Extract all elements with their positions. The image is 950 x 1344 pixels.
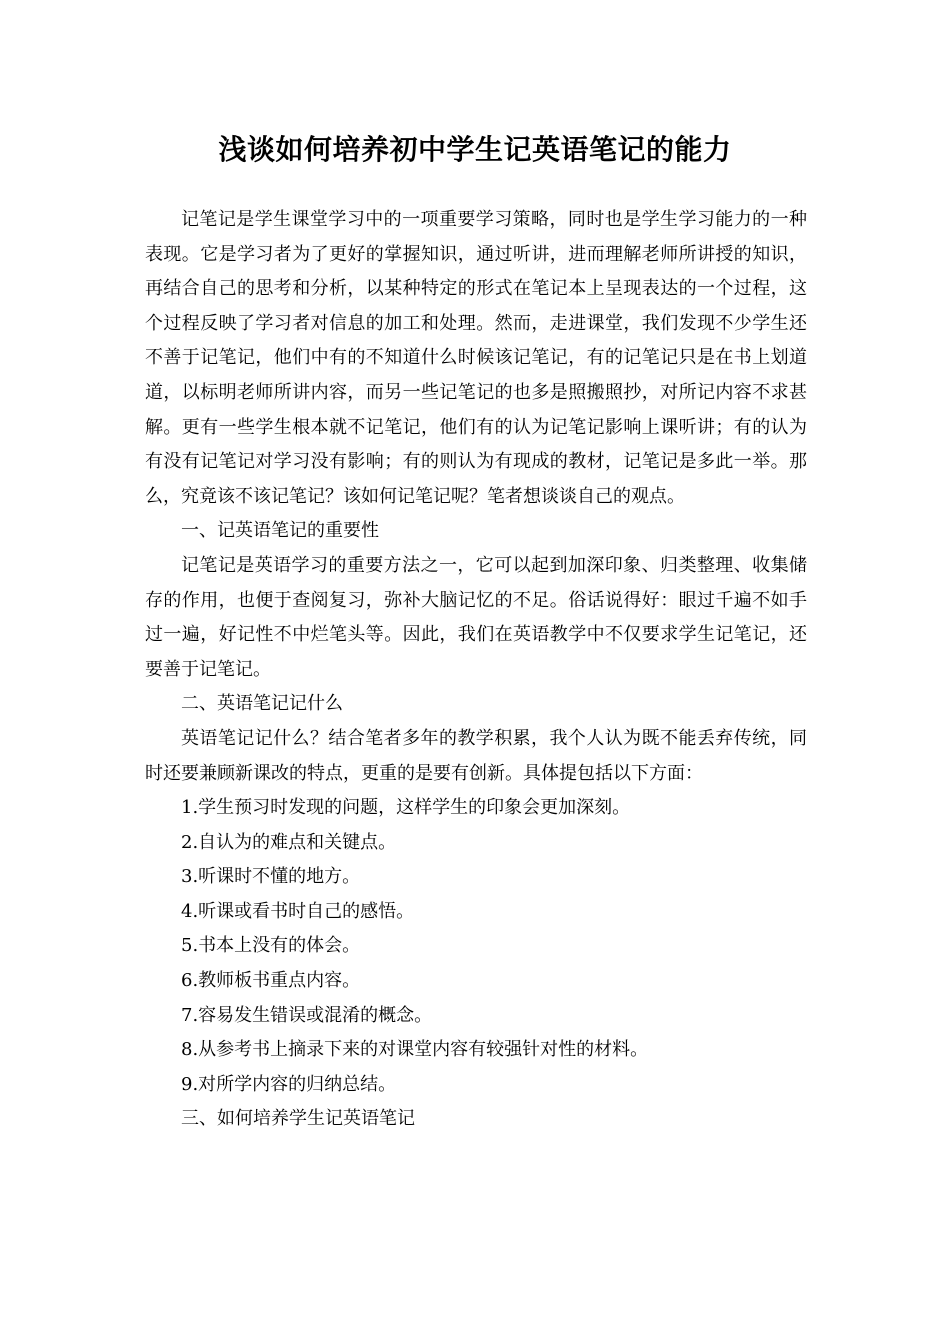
list-item: 5.书本上没有的体会。 xyxy=(181,935,361,957)
section-heading-2: 二、英语笔记记什么 xyxy=(181,693,343,715)
list-item: 2.自认为的难点和关键点。 xyxy=(181,831,397,853)
document-title: 浅谈如何培养初中学生记英语笔记的能力 xyxy=(218,133,732,166)
list-item: 6.教师板书重点内容。 xyxy=(181,970,361,992)
section-heading-3: 三、如何培养学生记英语笔记 xyxy=(181,1108,415,1130)
list-item: 3.听课时不懂的地方。 xyxy=(181,866,361,888)
section-2-paragraph: 英语笔记记什么？结合笔者多年的教学积累，我个人认为既不能丢弃传统，同时还要兼顾新课改的特点，更重的是要有创新。具体提包括以下方面： xyxy=(145,727,807,784)
intro-paragraph: 记笔记是学生课堂学习中的一项重要学习策略，同时也是学生学习能力的一种表现。它是学习者为了更好的掌握知识，通过听讲，进而理解老师所讲授的知识，再结合自己的思考和分析，以某种特定的形式在笔记本上呈现表达的一个过程，这个过程反映了学习者对信息的加工和处理。然而，走进课堂，我们发现不少学生还不善于记笔记，他们中有的不知道什么时候该记笔记，有的记笔记只是在书上划道道，以标明老师所讲内容，而另一些记笔记的也多是照搬照抄，对所记内容不求甚解。更有一些学生根本就不记笔记，他们有的认为记笔记影响上课听讲；有的认为有没有记笔记对学习没有影响；有的则认为有现成的教材，记笔记是多此一举。那么，究竟该不该记笔记？该如何记笔记呢？笔者想谈谈自己的观点。 xyxy=(145,209,807,507)
list-item: 8.从参考书上摘录下来的对课堂内容有较强针对性的材料。 xyxy=(181,1039,649,1061)
document-body xyxy=(145,203,807,1137)
section-heading-1: 一、记英语笔记的重要性 xyxy=(181,520,379,542)
list-item: 9.对所学内容的归纳总结。 xyxy=(181,1073,397,1095)
list-item: 1.学生预习时发现的问题，这样学生的印象会更加深刻。 xyxy=(181,797,631,819)
list-item: 4.听课或看书时自己的感悟。 xyxy=(181,900,415,922)
list-item: 7.容易发生错误或混淆的概念。 xyxy=(181,1004,433,1026)
section-1-paragraph: 记笔记是英语学习的重要方法之一，它可以起到加深印象、归类整理、收集储存的作用，也便于查阅复习，弥补大脑记忆的不足。俗话说得好：眼过千遍不如手过一遍，好记性不中烂笔头等。因此，我们在英语教学中不仅要求学生记笔记，还要善于记笔记。 xyxy=(145,554,807,680)
